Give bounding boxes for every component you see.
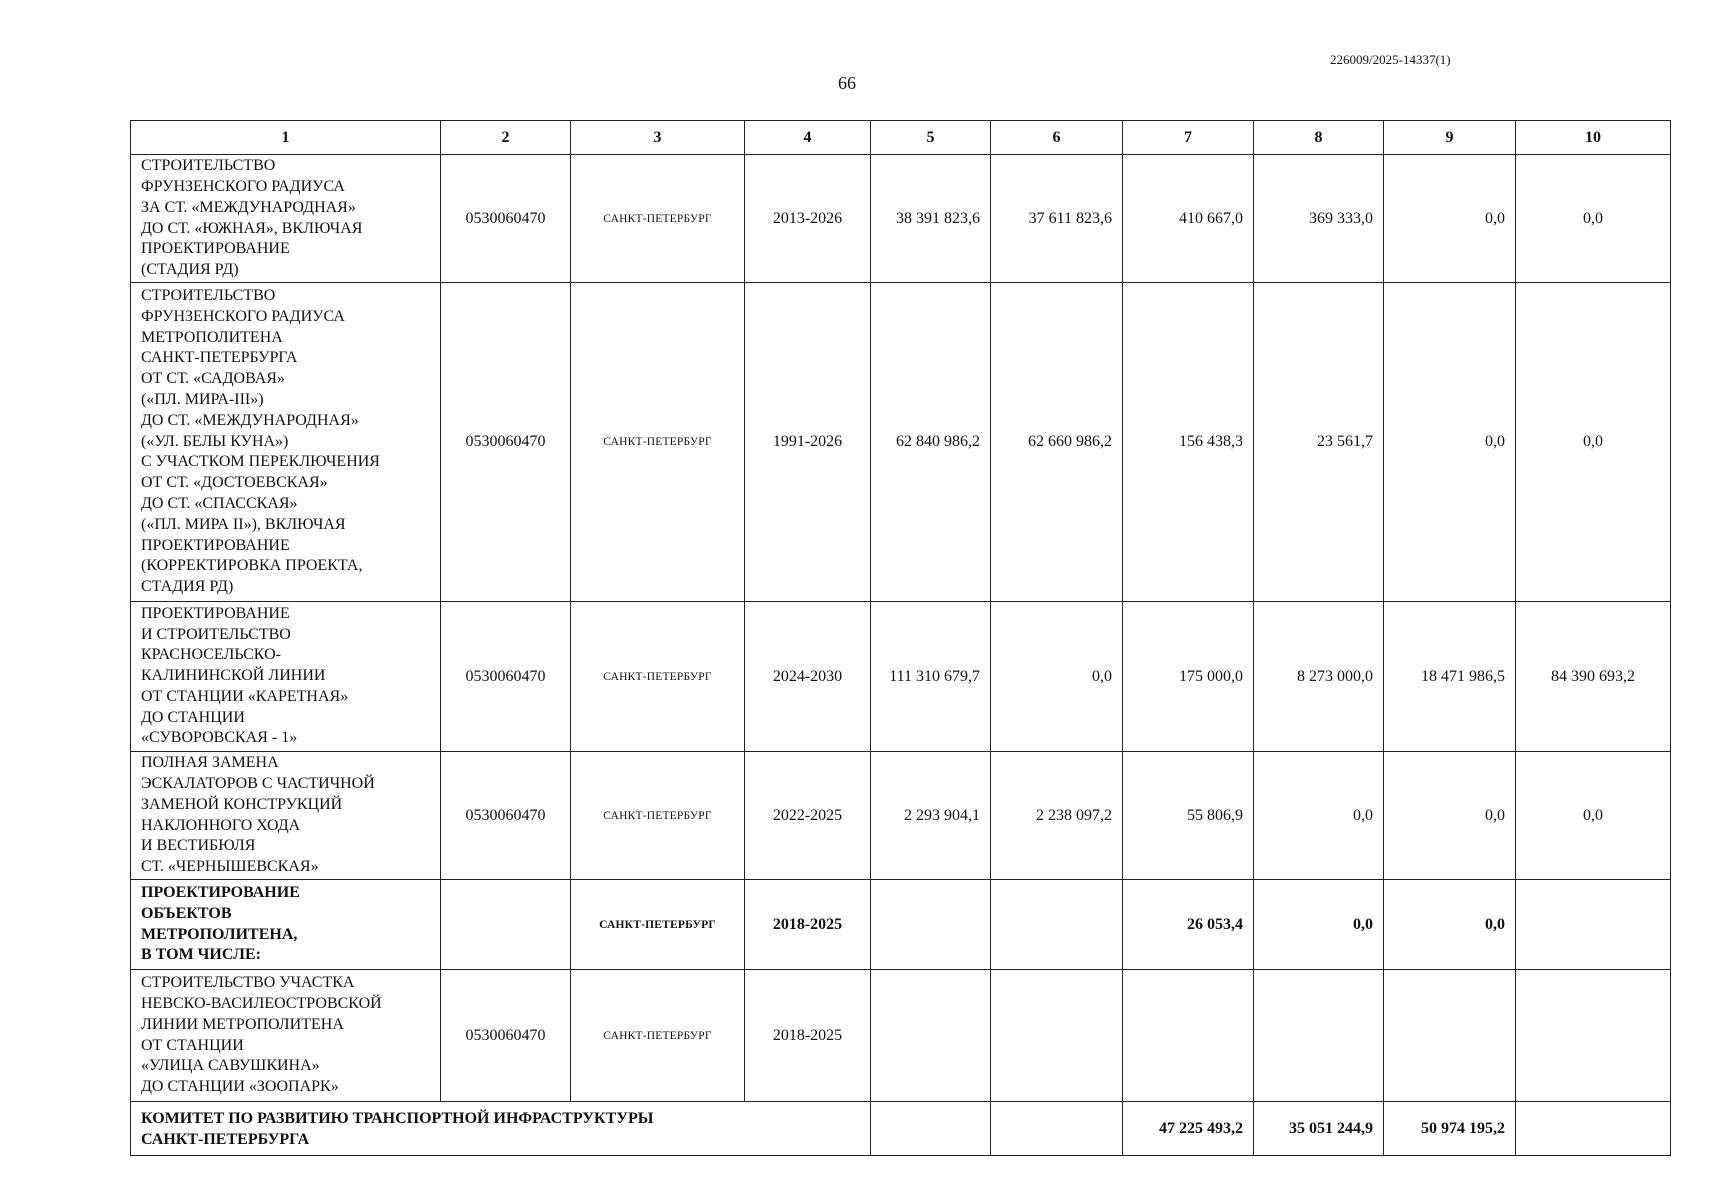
cell-value: 26 053,4	[1123, 880, 1254, 970]
column-header: 4	[745, 121, 871, 155]
cell-value: 0,0	[1384, 752, 1516, 880]
cell-value: 47 225 493,2	[1123, 1102, 1254, 1156]
cell-value: 0,0	[1516, 155, 1671, 283]
budget-code: 0530060470	[441, 970, 571, 1102]
city: САНКТ-ПЕТЕРБУРГ	[571, 970, 745, 1102]
budget-code: 0530060470	[441, 602, 571, 752]
city: САНКТ-ПЕТЕРБУРГ	[571, 880, 745, 970]
cell-value: 175 000,0	[1123, 602, 1254, 752]
cell-value	[991, 1102, 1123, 1156]
period: 2018-2025	[745, 970, 871, 1102]
cell-value: 0,0	[1384, 880, 1516, 970]
cell-value: 50 974 195,2	[1384, 1102, 1516, 1156]
budget-code: 0530060470	[441, 155, 571, 283]
table-row	[131, 752, 1671, 880]
table-row	[131, 602, 1671, 752]
period: 2018-2025	[745, 880, 871, 970]
period: 2024-2030	[745, 602, 871, 752]
cell-value: 62 660 986,2	[991, 283, 1123, 602]
total-row	[131, 1102, 1671, 1156]
column-header: 9	[1384, 121, 1516, 155]
cell-value	[1384, 970, 1516, 1102]
cell-value: 0,0	[1254, 880, 1384, 970]
column-header: 6	[991, 121, 1123, 155]
cell-value	[1516, 1102, 1671, 1156]
cell-value: 369 333,0	[1254, 155, 1384, 283]
budget-code: 0530060470	[441, 752, 571, 880]
cell-value: 37 611 823,6	[991, 155, 1123, 283]
column-header: 7	[1123, 121, 1254, 155]
cell-value: 18 471 986,5	[1384, 602, 1516, 752]
object-name: СТРОИТЕЛЬСТВО ФРУНЗЕНСКОГО РАДИУСА МЕТРОПОЛИТЕНА САНКТ-ПЕТЕРБУРГА ОТ СТ. «САДОВАЯ» («ПЛ. МИРА-III») ДО СТ. «МЕЖДУНАРОДНАЯ» («УЛ. БЕЛЫ КУНА») С УЧАСТКОМ ПЕРЕКЛЮЧЕНИЯ ОТ СТ. «ДОСТОЕВСКАЯ» ДО СТ. «СПАССКАЯ» («ПЛ. МИРА II»), ВКЛЮЧАЯ ПРОЕКТИРОВАНИЕ (КОРРЕКТИРОВКА ПРОЕКТА, СТАДИЯ РД)	[131, 283, 441, 602]
document-id: 226009/2025-14337(1)	[1330, 52, 1451, 67]
cell-value: 0,0	[991, 602, 1123, 752]
city: САНКТ-ПЕТЕРБУРГ	[571, 283, 745, 602]
object-name: ПРОЕКТИРОВАНИЕ И СТРОИТЕЛЬСТВО КРАСНОСЕЛЬСКО- КАЛИНИНСКОЙ ЛИНИИ ОТ СТАНЦИИ «КАРЕТНАЯ» ДО СТАНЦИИ «СУВОРОВСКАЯ - 1»	[131, 602, 441, 752]
cell-value: 0,0	[1254, 752, 1384, 880]
cell-value: 62 840 986,2	[871, 283, 991, 602]
cell-value: 0,0	[1516, 752, 1671, 880]
city: САНКТ-ПЕТЕРБУРГ	[571, 155, 745, 283]
object-name: СТРОИТЕЛЬСТВО УЧАСТКА НЕВСКО-ВАСИЛЕОСТРОВСКОЙ ЛИНИИ МЕТРОПОЛИТЕНА ОТ СТАНЦИИ «УЛИЦА САВУШКИНА» ДО СТАНЦИИ «ЗООПАРК»	[131, 970, 441, 1102]
cell-value: 23 561,7	[1254, 283, 1384, 602]
city: САНКТ-ПЕТЕРБУРГ	[571, 602, 745, 752]
cell-value: 410 667,0	[1123, 155, 1254, 283]
column-header: 5	[871, 121, 991, 155]
cell-value: 156 438,3	[1123, 283, 1254, 602]
table-header-row	[131, 121, 1671, 155]
cell-value: 35 051 244,9	[1254, 1102, 1384, 1156]
table-row	[131, 880, 1671, 970]
cell-value: 2 293 904,1	[871, 752, 991, 880]
cell-value: 111 310 679,7	[871, 602, 991, 752]
cell-value: 8 273 000,0	[1254, 602, 1384, 752]
column-header: 10	[1516, 121, 1671, 155]
table-row	[131, 155, 1671, 283]
column-header: 3	[571, 121, 745, 155]
cell-value	[871, 880, 991, 970]
cell-value	[1254, 970, 1384, 1102]
table-row	[131, 970, 1671, 1102]
period: 1991-2026	[745, 283, 871, 602]
column-header: 1	[131, 121, 441, 155]
column-header: 2	[441, 121, 571, 155]
period: 2013-2026	[745, 155, 871, 283]
cell-value: 84 390 693,2	[1516, 602, 1671, 752]
budget-table	[130, 120, 1671, 1156]
cell-value	[871, 1102, 991, 1156]
cell-value	[1516, 880, 1671, 970]
cell-value: 0,0	[1384, 155, 1516, 283]
object-name: ПРОЕКТИРОВАНИЕ ОБЪЕКТОВ МЕТРОПОЛИТЕНА, В ТОМ ЧИСЛЕ:	[131, 880, 441, 970]
cell-value	[991, 970, 1123, 1102]
cell-value	[1123, 970, 1254, 1102]
cell-value: 0,0	[1384, 283, 1516, 602]
cell-value: 38 391 823,6	[871, 155, 991, 283]
object-name: СТРОИТЕЛЬСТВО ФРУНЗЕНСКОГО РАДИУСА ЗА СТ. «МЕЖДУНАРОДНАЯ» ДО СТ. «ЮЖНАЯ», ВКЛЮЧАЯ ПРОЕКТИРОВАНИЕ (СТАДИЯ РД)	[131, 155, 441, 283]
column-header: 8	[1254, 121, 1384, 155]
cell-value: 55 806,9	[1123, 752, 1254, 880]
object-name: ПОЛНАЯ ЗАМЕНА ЭСКАЛАТОРОВ С ЧАСТИЧНОЙ ЗАМЕНОЙ КОНСТРУКЦИЙ НАКЛОННОГО ХОДА И ВЕСТИБЮЛЯ СТ. «ЧЕРНЫШЕВСКАЯ»	[131, 752, 441, 880]
city: САНКТ-ПЕТЕРБУРГ	[571, 752, 745, 880]
cell-value: 0,0	[1516, 283, 1671, 602]
budget-code	[441, 880, 571, 970]
cell-value	[991, 880, 1123, 970]
cell-value	[1516, 970, 1671, 1102]
cell-value	[871, 970, 991, 1102]
total-label: КОМИТЕТ ПО РАЗВИТИЮ ТРАНСПОРТНОЙ ИНФРАСТРУКТУРЫ САНКТ-ПЕТЕРБУРГА	[131, 1102, 871, 1156]
table-row	[131, 283, 1671, 602]
page-number: 66	[838, 73, 856, 93]
cell-value: 2 238 097,2	[991, 752, 1123, 880]
budget-code: 0530060470	[441, 283, 571, 602]
period: 2022-2025	[745, 752, 871, 880]
